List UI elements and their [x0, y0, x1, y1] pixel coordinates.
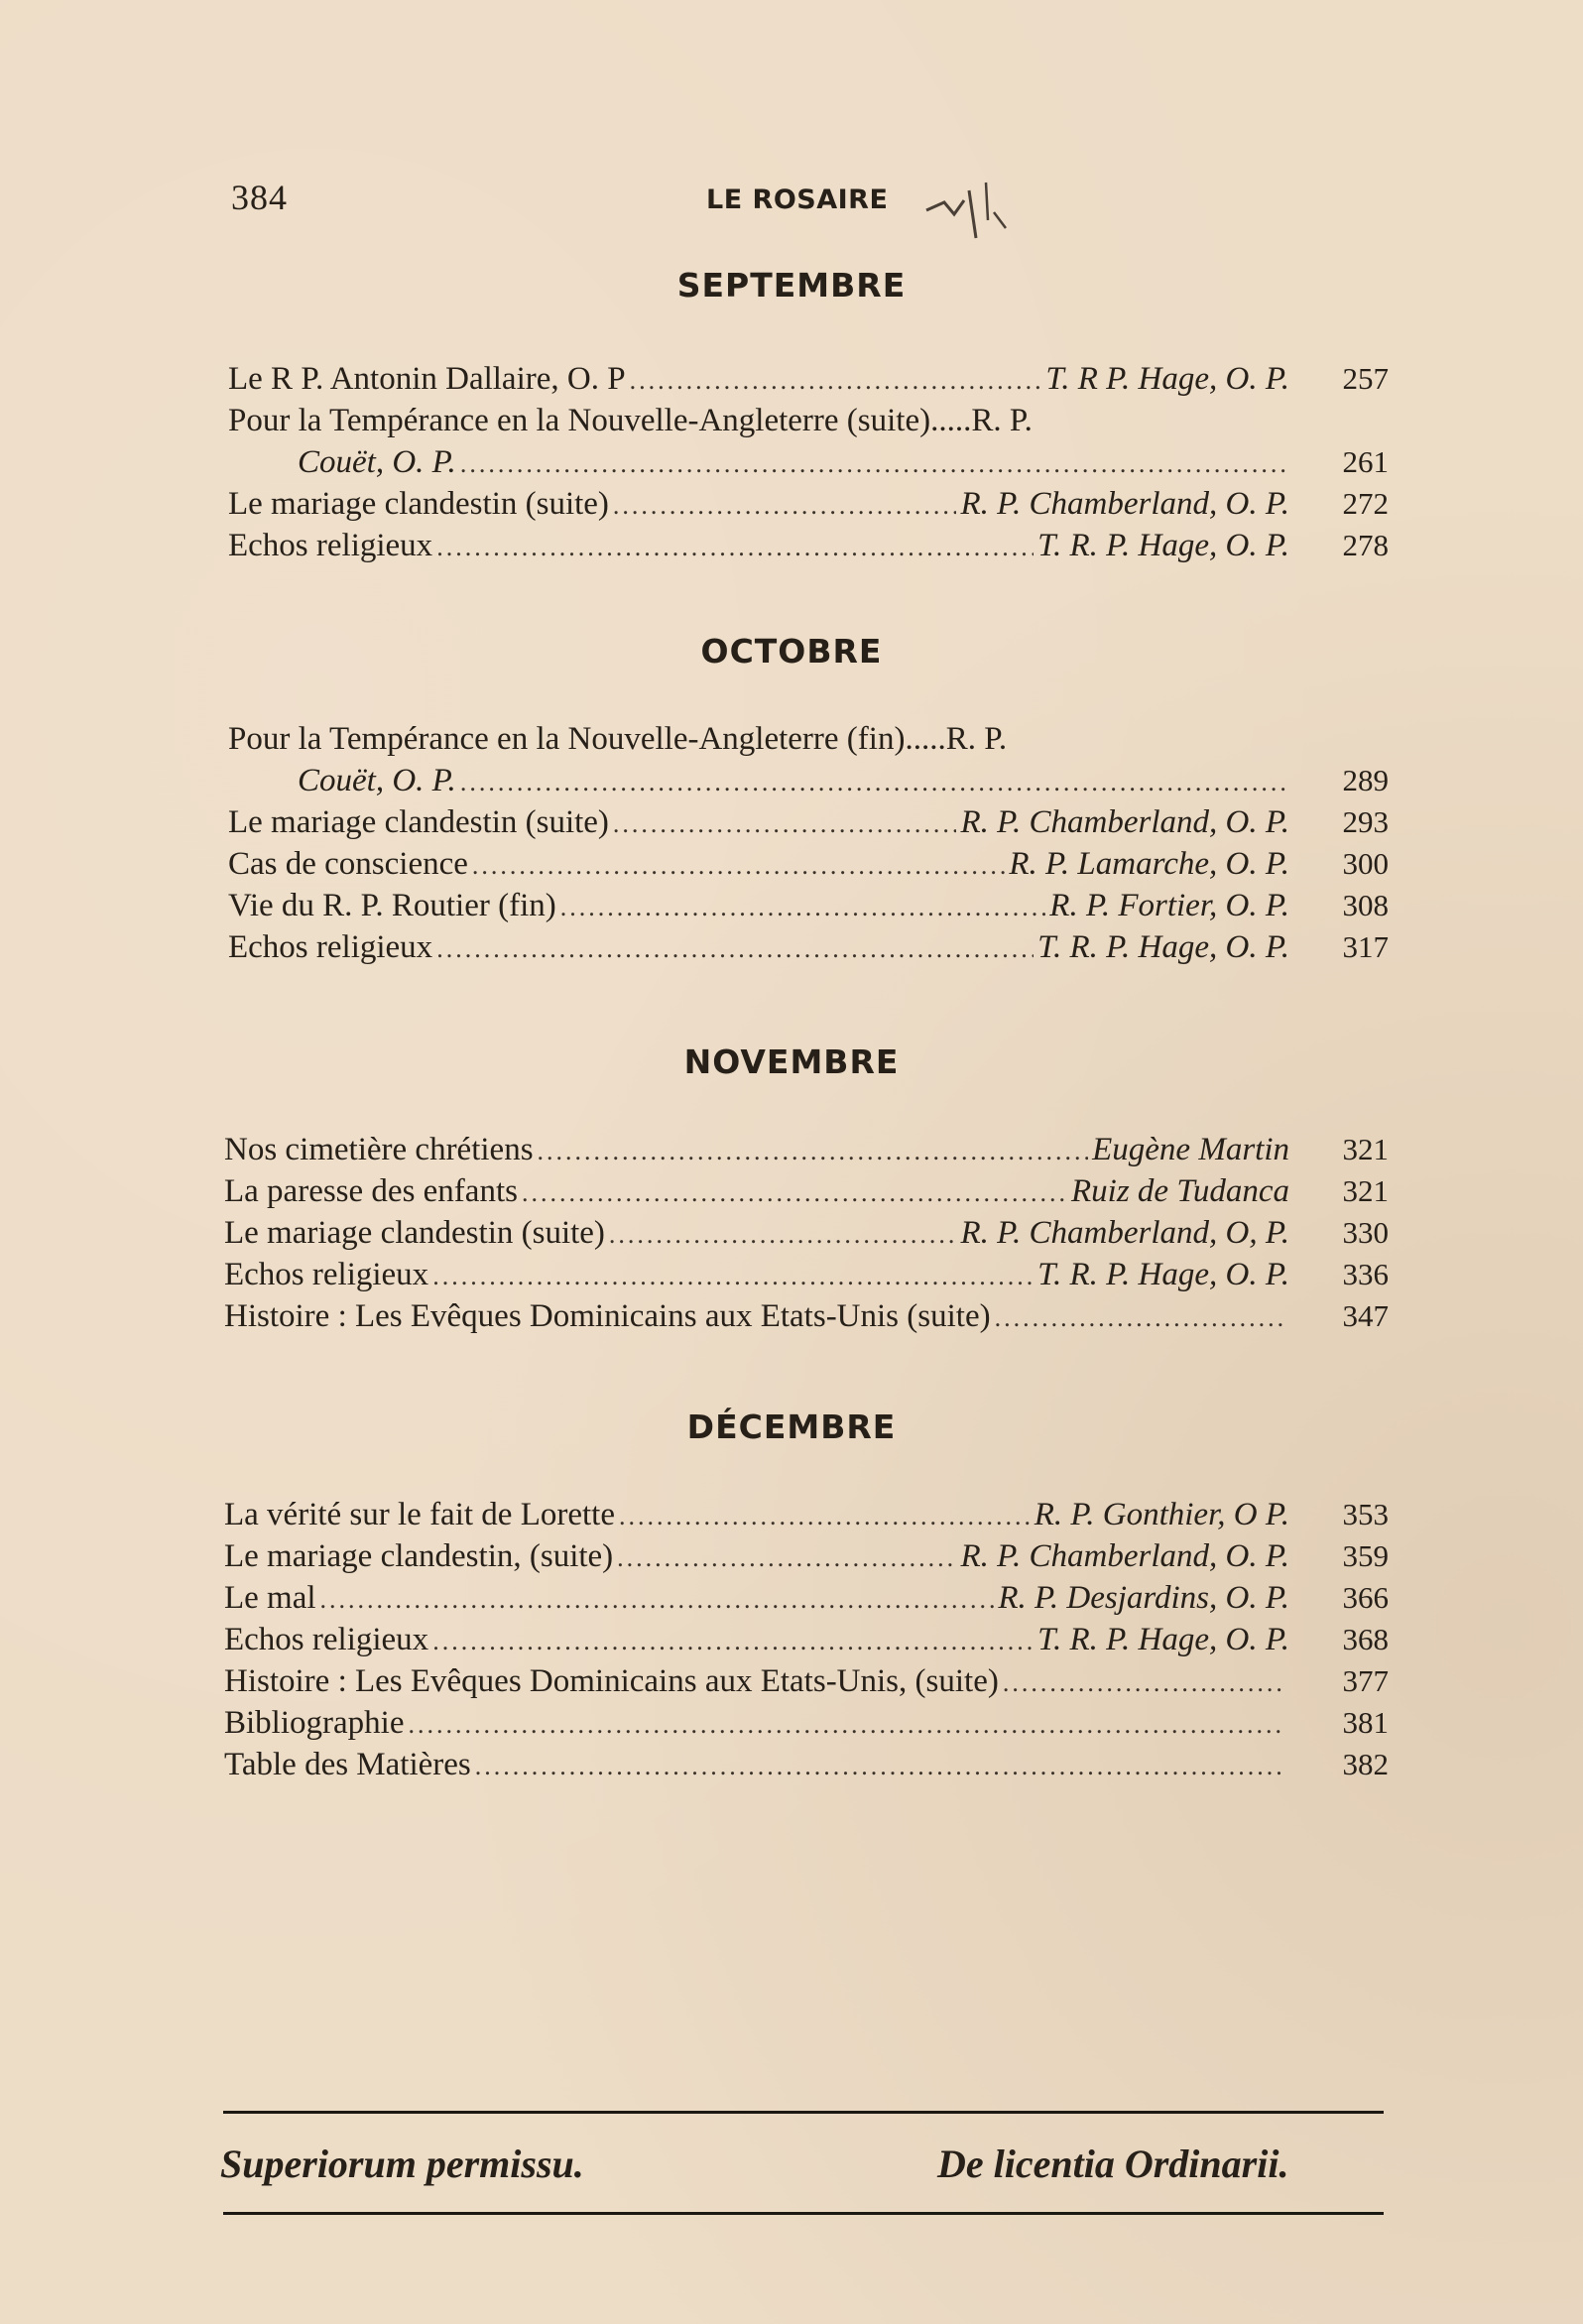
toc-entry — [224, 1497, 1389, 1538]
handwritten-mark-icon — [924, 181, 1034, 250]
entry-title: Couët, O. P. — [298, 444, 456, 480]
entry-title: La paresse des enfants — [224, 1173, 518, 1209]
toc-entry — [228, 804, 1389, 846]
dot-leader — [560, 893, 1046, 922]
entry-title: Pour la Tempérance en la Nouvelle-Angleterre (suite).....R. P. — [228, 403, 1033, 438]
dot-leader — [619, 1502, 1031, 1531]
toc-entry — [224, 1705, 1389, 1747]
entry-page: 336 — [1342, 1257, 1389, 1291]
dot-leader — [1003, 1668, 1285, 1698]
toc-entry — [298, 763, 1389, 804]
toc-entry — [228, 721, 1389, 763]
toc-entry — [224, 1257, 1389, 1298]
entry-title: Cas de conscience — [228, 846, 468, 882]
entry-page: 382 — [1342, 1747, 1389, 1781]
toc-entry — [224, 1622, 1389, 1663]
dot-leader — [408, 1710, 1285, 1740]
entry-author: R. P. Desjardins, O. P. — [998, 1580, 1289, 1616]
entry-page: 321 — [1342, 1173, 1389, 1208]
toc-entry — [224, 1215, 1389, 1257]
entry-page: 321 — [1342, 1132, 1389, 1166]
dot-leader — [609, 1220, 957, 1250]
dot-leader — [460, 768, 1285, 797]
entry-page: 359 — [1342, 1538, 1389, 1573]
entry-page: 381 — [1342, 1705, 1389, 1740]
entry-author: R. P. Fortier, O. P. — [1049, 888, 1289, 923]
toc-entry — [224, 1580, 1389, 1622]
dot-leader — [472, 851, 1005, 881]
entry-author: R. P. Gonthier, O P. — [1034, 1497, 1289, 1532]
entry-title: Couët, O. P. — [298, 763, 456, 798]
toc-entry — [224, 1298, 1389, 1340]
entry-author: T. R. P. Hage, O. P. — [1037, 929, 1289, 965]
toc-entry — [228, 888, 1389, 929]
entry-title: Echos religieux — [224, 1622, 429, 1657]
toc-entry — [228, 361, 1389, 403]
entry-title: Le mal — [224, 1580, 316, 1616]
toc-entry — [224, 1663, 1389, 1705]
section-heading-octobre: OCTOBRE — [700, 632, 883, 671]
dot-leader — [617, 1543, 956, 1573]
entry-author: R. P. Chamberland, O, P. — [960, 1215, 1289, 1251]
entry-page: 293 — [1342, 804, 1389, 839]
entry-page: 377 — [1342, 1663, 1389, 1698]
entry-page: 317 — [1342, 929, 1389, 964]
entry-title: Echos religieux — [224, 1257, 429, 1292]
entry-title: Le mariage clandestin (suite) — [228, 804, 609, 840]
section-heading-decembre: DÉCEMBRE — [686, 1407, 897, 1446]
entry-title: Nos cimetière chrétiens — [224, 1132, 534, 1167]
entry-title: Echos religieux — [228, 528, 433, 563]
toc-entry — [228, 528, 1389, 569]
entry-page: 289 — [1342, 763, 1389, 797]
entry-title: Le mariage clandestin, (suite) — [224, 1538, 614, 1574]
toc-entry — [224, 1747, 1389, 1788]
entry-page: 278 — [1342, 528, 1389, 562]
entry-page: 353 — [1342, 1497, 1389, 1531]
entry-author: Ruiz de Tudanca — [1071, 1173, 1289, 1209]
imprimatur-right: De licentia Ordinarii. — [937, 2141, 1289, 2186]
dot-leader — [320, 1585, 995, 1615]
entry-author: R. P. Chamberland, O. P. — [960, 1538, 1289, 1574]
dot-leader — [436, 533, 1034, 562]
entry-title: Histoire : Les Evêques Dominicains aux Etats-Unis, (suite) — [224, 1663, 999, 1699]
toc-entry — [224, 1173, 1389, 1215]
toc-entry — [224, 1538, 1389, 1580]
entry-page: 366 — [1342, 1580, 1389, 1615]
footer-rule-bottom — [223, 2212, 1384, 2215]
entry-author: R. P. Lamarche, O. P. — [1009, 846, 1289, 882]
entry-title: Le mariage clandestin (suite) — [224, 1215, 605, 1251]
dot-leader — [522, 1178, 1067, 1208]
entry-title: Le R P. Antonin Dallaire, O. P — [228, 361, 626, 397]
entry-page: 347 — [1342, 1298, 1389, 1333]
entry-author: Eugène Martin — [1092, 1132, 1289, 1167]
dot-leader — [432, 1262, 1034, 1291]
entry-page: 330 — [1342, 1215, 1389, 1250]
entry-author: T. R. P. Hage, O. P. — [1037, 528, 1289, 563]
entry-author: T. R. P. Hage, O. P. — [1037, 1257, 1289, 1292]
entry-title: Echos religieux — [228, 929, 433, 965]
dot-leader — [432, 1627, 1034, 1656]
footer-rule-top — [223, 2111, 1384, 2114]
toc-entry — [228, 929, 1389, 971]
toc-entry — [228, 846, 1389, 888]
entry-title: La vérité sur le fait de Lorette — [224, 1497, 615, 1532]
entry-title: Table des Matières — [224, 1747, 471, 1782]
running-title: LE ROSAIRE — [706, 184, 889, 215]
dot-leader — [995, 1303, 1285, 1333]
dot-leader — [613, 809, 957, 839]
dot-leader — [630, 366, 1042, 396]
entry-author: T. R P. Hage, O. P. — [1045, 361, 1289, 397]
entry-page: 368 — [1342, 1622, 1389, 1656]
section-heading-septembre: SEPTEMBRE — [676, 266, 907, 305]
dot-leader — [460, 449, 1285, 479]
toc-entry — [224, 1132, 1389, 1173]
entry-title: Histoire : Les Evêques Dominicains aux Etats-Unis (suite) — [224, 1298, 991, 1334]
entry-page: 300 — [1342, 846, 1389, 881]
entry-title: Bibliographie — [224, 1705, 405, 1741]
toc-entry — [228, 403, 1389, 444]
entry-author: T. R. P. Hage, O. P. — [1037, 1622, 1289, 1657]
section-heading-novembre: NOVEMBRE — [683, 1042, 900, 1081]
entry-title: Pour la Tempérance en la Nouvelle-Angleterre (fin).....R. P. — [228, 721, 1008, 757]
entry-title: Vie du R. P. Routier (fin) — [228, 888, 556, 923]
entry-page: 257 — [1342, 361, 1389, 396]
toc-entry — [228, 486, 1389, 528]
entry-author: R. P. Chamberland, O. P. — [960, 804, 1289, 840]
dot-leader — [436, 934, 1034, 964]
page-number: 384 — [231, 178, 288, 217]
entry-author: R. P. Chamberland, O. P. — [960, 486, 1289, 522]
dot-leader — [538, 1137, 1089, 1166]
dot-leader — [613, 491, 957, 521]
entry-page: 272 — [1342, 486, 1389, 521]
entry-page: 308 — [1342, 888, 1389, 922]
entry-title: Le mariage clandestin (suite) — [228, 486, 609, 522]
dot-leader — [475, 1752, 1285, 1781]
toc-entry — [298, 444, 1389, 486]
imprimatur-left: Superiorum permissu. — [220, 2141, 584, 2186]
entry-page: 261 — [1342, 444, 1389, 479]
